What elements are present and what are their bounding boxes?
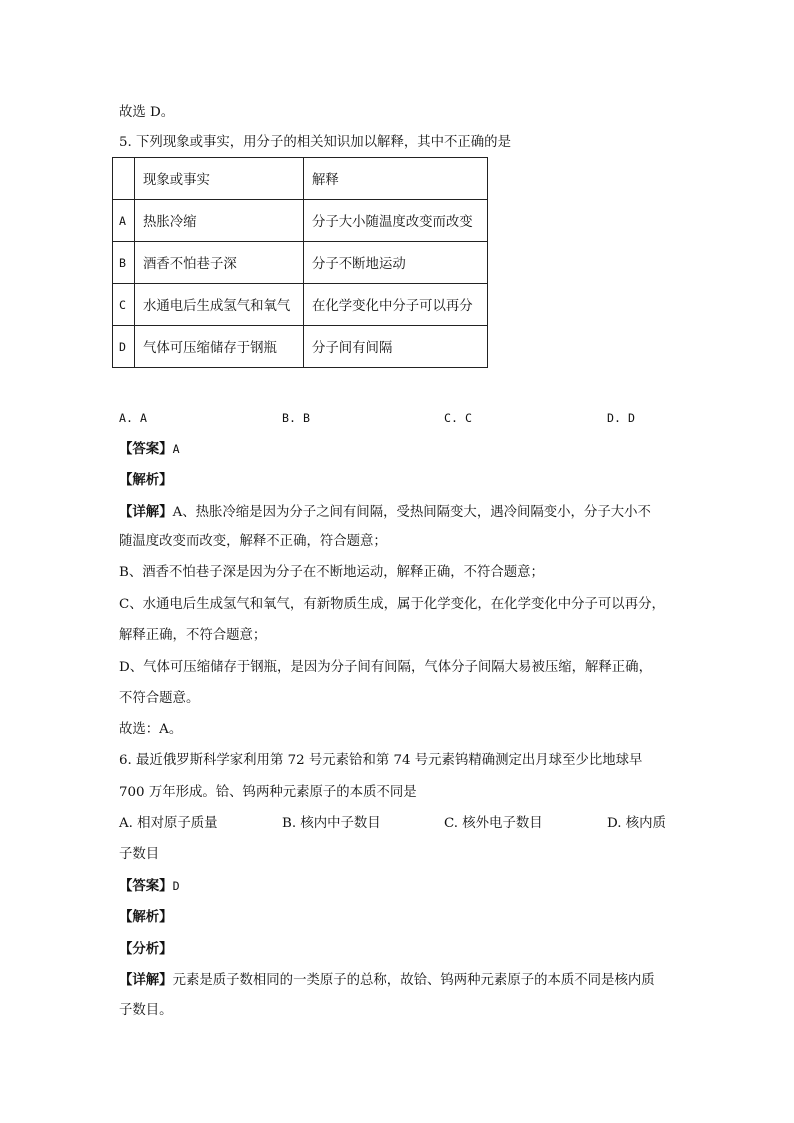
answer-tag: 【答案】	[119, 441, 173, 457]
q5-detail-line: 解释正确，不符合题意；	[119, 628, 267, 643]
detail-text: 元素是质子数相同的一类原子的总称，故铪、钨两种元素原子的本质不同是核内质	[172, 973, 655, 988]
q6-detail-line: 子数目。	[119, 1003, 173, 1018]
q5-conclusion: 故选：A。	[119, 722, 183, 737]
q6-option-a: A. 相对原子质量	[119, 816, 218, 831]
table-cell: 分子不断地运动	[304, 242, 488, 284]
q6-stem-line: 6. 最近俄罗斯科学家利用第 72 号元素铪和第 74 号元素钨精确测定出月球至少比地球早	[119, 753, 643, 768]
q6-option-b: B. 核内中子数目	[282, 816, 381, 831]
table-cell: 分子大小随温度改变而改变	[304, 200, 488, 242]
table-cell: 分子间有间隔	[304, 326, 488, 368]
q5-option-b: B. B	[282, 411, 310, 425]
answer-value: A	[172, 442, 180, 456]
q6-option-c: C. 核外电子数目	[444, 816, 543, 831]
table-header-row	[113, 158, 488, 200]
q6-detail-line	[119, 971, 655, 990]
detail-tag: 【详解】	[119, 972, 173, 988]
q6-answer	[119, 877, 180, 896]
q5-stem: 5. 下列现象或事实，用分子的相关知识加以解释，其中不正确的是	[119, 135, 511, 150]
table-cell: 水通电后生成氢气和氧气	[135, 284, 304, 326]
detail-text: A、热胀冷缩是因为分子之间有间隔，受热间隔变大，遇冷间隔变小，分子大小不	[172, 505, 651, 520]
table-cell: 气体可压缩储存于钢瓶	[135, 326, 304, 368]
answer-tag: 【答案】	[119, 878, 173, 894]
detail-tag: 【详解】	[119, 504, 173, 520]
q5-option-d: D. D	[607, 411, 635, 425]
q5-option-c: C. C	[444, 411, 472, 425]
q5-detail-line: B、酒香不怕巷子深是因为分子在不断地运动，解释正确，不符合题意；	[119, 565, 544, 580]
q5-table	[112, 157, 488, 368]
q5-detail-line: D、气体可压缩储存于钢瓶，是因为分子间有间隔，气体分子间隔大易被压缩，解释正确，	[119, 660, 652, 675]
table-cell: A	[113, 200, 135, 242]
answer-value: D	[172, 879, 180, 893]
table-row	[113, 326, 488, 368]
table-cell: 酒香不怕巷子深	[135, 242, 304, 284]
table-cell: 热胀冷缩	[135, 200, 304, 242]
q5-option-a: A. A	[119, 411, 147, 425]
table-row	[113, 200, 488, 242]
q6-option-d: D. 核内质	[607, 816, 666, 831]
q5-answer	[119, 440, 180, 459]
q6-fenxi-tag: 【分析】	[119, 941, 173, 957]
table-header-cell: 解释	[304, 158, 488, 200]
table-row	[113, 284, 488, 326]
table-header-cell	[113, 158, 135, 200]
table-cell: B	[113, 242, 135, 284]
table-header-cell: 现象或事实	[135, 158, 304, 200]
table-row	[113, 242, 488, 284]
q5-detail-line: 随温度改变而改变，解释不正确，符合题意；	[119, 534, 387, 549]
q6-analysis-tag: 【解析】	[119, 909, 173, 925]
prev-conclusion: 故选 D。	[119, 105, 175, 120]
q5-detail-line: C、水通电后生成氢气和氧气，有新物质生成，属于化学变化，在化学变化中分子可以再分，	[119, 597, 665, 612]
q6-stem-line: 700 万年形成。铪、钨两种元素原子的本质不同是	[119, 785, 417, 800]
q5-analysis-tag: 【解析】	[119, 472, 173, 488]
q5-detail-line	[119, 503, 651, 522]
table-cell: D	[113, 326, 135, 368]
table-cell: 在化学变化中分子可以再分	[304, 284, 488, 326]
q6-option-d-wrap: 子数目	[119, 847, 160, 862]
q5-detail-line: 不符合题意。	[119, 691, 200, 706]
table-cell: C	[113, 284, 135, 326]
